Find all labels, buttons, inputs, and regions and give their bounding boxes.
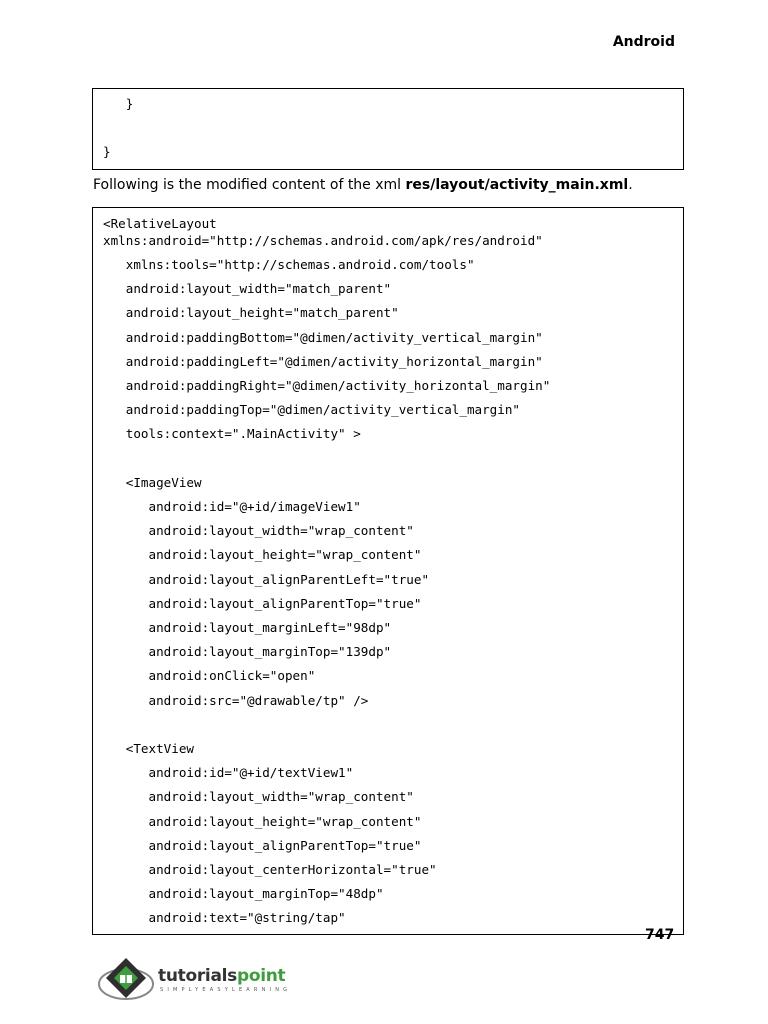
code-line: android:layout_marginTop="48dp" bbox=[103, 886, 384, 902]
code-line: android:src="@drawable/tp" /> bbox=[103, 692, 369, 708]
intro-end: . bbox=[628, 177, 633, 193]
code-line: android:layout_height="wrap_content" bbox=[103, 813, 422, 829]
code-line: android:layout_width="wrap_content" bbox=[103, 789, 414, 805]
tutorialspoint-logo bbox=[96, 954, 316, 1006]
code-line: android:layout_alignParentLeft="true" bbox=[103, 571, 430, 587]
code-line: android:paddingRight="@dimen/activity_horizontal_margin" bbox=[103, 378, 551, 393]
code-line: } bbox=[103, 96, 134, 111]
code-line: android:id="@+id/textView1" bbox=[103, 765, 354, 781]
page-header-title: Android bbox=[612, 34, 675, 50]
code-line: android:layout_centerHorizontal="true" bbox=[103, 862, 437, 877]
page-number: 747 bbox=[645, 927, 675, 943]
intro-text: Following is the modified content of the xml bbox=[93, 177, 406, 193]
code-line: android:paddingLeft="@dimen/activity_horizontal_margin" bbox=[103, 353, 543, 369]
code-line: android:layout_marginLeft="98dp" bbox=[103, 620, 392, 635]
code-line: <ImageView bbox=[103, 474, 202, 490]
code-line: android:layout_alignParentTop="true" bbox=[103, 595, 422, 611]
code-block-1 bbox=[92, 88, 684, 170]
code-line: <RelativeLayout bbox=[103, 216, 217, 231]
code-line: android:layout_width="wrap_content" bbox=[103, 523, 414, 539]
code-line: <TextView bbox=[103, 741, 194, 756]
code-line: android:layout_marginTop="139dp" bbox=[103, 644, 392, 660]
code-line: android:layout_height="match_parent" bbox=[103, 305, 399, 321]
code-line: xmlns:tools="http://schemas.android.com/tools" bbox=[103, 257, 475, 272]
intro-paragraph bbox=[93, 177, 633, 193]
logo-emblem-icon bbox=[96, 954, 156, 1006]
code-line: tools:context=".MainActivity" > bbox=[103, 426, 361, 442]
code-line: android:paddingBottom="@dimen/activity_vertical_margin" bbox=[103, 329, 543, 345]
code-line: android:layout_alignParentTop="true" bbox=[103, 837, 422, 853]
code-line: android:layout_height="wrap_content" bbox=[103, 547, 422, 563]
code-block-2 bbox=[92, 207, 684, 935]
logo-wordmark: tutorialspoint bbox=[158, 966, 286, 986]
code-line: xmlns:android="http://schemas.android.com/apk/res/android" bbox=[103, 233, 543, 248]
code-line: } bbox=[103, 144, 111, 159]
code-line: android:text="@string/tap" bbox=[103, 910, 346, 926]
code-line: android:layout_width="match_parent" bbox=[103, 281, 392, 297]
file-path: res/layout/activity_main.xml bbox=[405, 177, 629, 193]
code-line: android:paddingTop="@dimen/activity_vertical_margin" bbox=[103, 402, 521, 418]
code-line: android:onClick="open" bbox=[103, 668, 316, 684]
code-line: android:id="@+id/imageView1" bbox=[103, 499, 361, 514]
logo-tagline: SIMPLYEASYLEARNING bbox=[160, 987, 292, 993]
